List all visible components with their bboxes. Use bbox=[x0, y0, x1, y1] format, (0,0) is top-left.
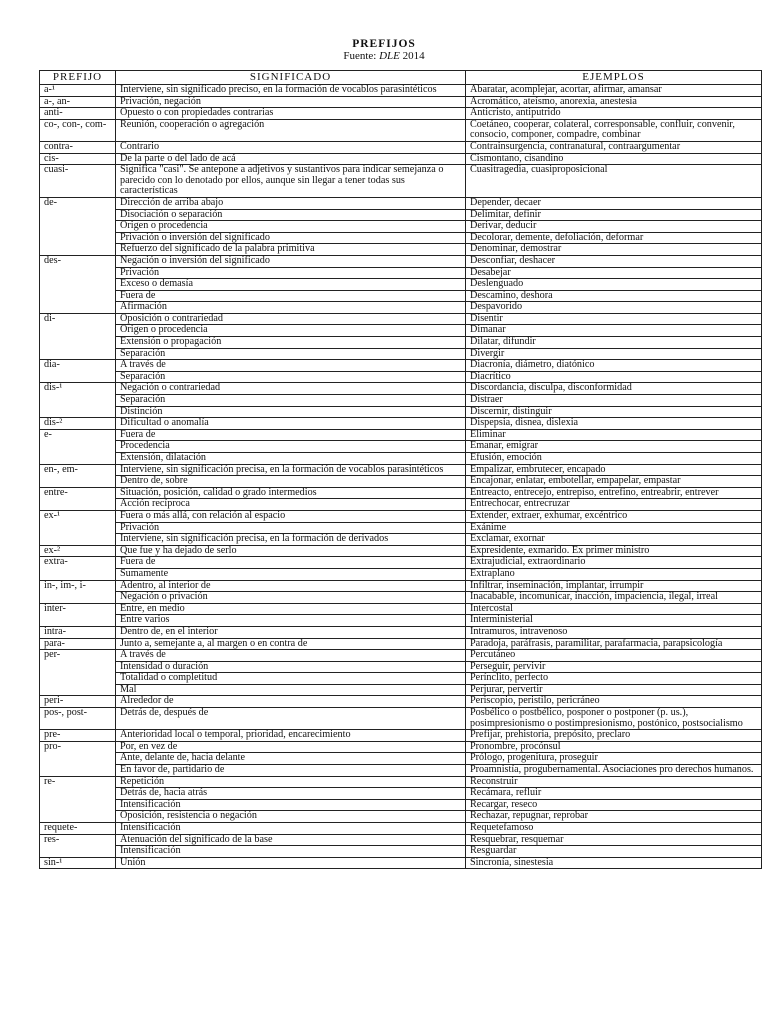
meaning-cell: Privación, negación bbox=[116, 96, 466, 108]
prefix-cell: inter- bbox=[40, 603, 116, 626]
examples-cell: Entrechocar, entrecruzar bbox=[466, 499, 762, 511]
examples-cell: Contrainsurgencia, contranatural, contraargumentar bbox=[466, 141, 762, 153]
table-row bbox=[40, 753, 762, 765]
meaning-cell: Anterioridad local o temporal, prioridad, encarecimiento bbox=[116, 730, 466, 742]
meaning-cell: Refuerzo del significado de la palabra primitiva bbox=[116, 244, 466, 256]
meaning-cell: Negación o privación bbox=[116, 592, 466, 604]
table-row bbox=[40, 557, 762, 569]
prefix-cell: entre- bbox=[40, 487, 116, 510]
table-row bbox=[40, 96, 762, 108]
prefix-cell: pos-, post- bbox=[40, 708, 116, 730]
meaning-cell: Ante, delante de, hacia delante bbox=[116, 753, 466, 765]
examples-cell: Intramuros, intravenoso bbox=[466, 626, 762, 638]
meaning-cell: Dificultad o anomalía bbox=[116, 418, 466, 430]
meaning-cell: Reunión, cooperación o agregación bbox=[116, 119, 466, 141]
prefix-cell: a-, an- bbox=[40, 96, 116, 108]
prefix-cell: ex-¹ bbox=[40, 510, 116, 545]
column-header-examples: EJEMPLOS bbox=[466, 71, 762, 85]
examples-cell: Entreacto, entrecejo, entrepiso, entrefino, entreabrir, entrever bbox=[466, 487, 762, 499]
prefix-cell: sin-¹ bbox=[40, 857, 116, 869]
prefix-cell: pro- bbox=[40, 741, 116, 776]
examples-cell: Exánime bbox=[466, 522, 762, 534]
prefix-cell: ex-² bbox=[40, 545, 116, 557]
examples-cell: Reconstruir bbox=[466, 776, 762, 788]
prefix-cell: requete- bbox=[40, 823, 116, 835]
examples-cell: Proamnistía, progubernamental. Asociaciones pro derechos humanos. bbox=[466, 765, 762, 777]
table-row bbox=[40, 371, 762, 383]
examples-cell: Encajonar, enlatar, embotellar, empapelar, empastar bbox=[466, 476, 762, 488]
examples-cell: Extraplano bbox=[466, 568, 762, 580]
prefix-cell: res- bbox=[40, 834, 116, 857]
examples-cell: Inacabable, incomunicar, inacción, impaciencia, ilegal, irreal bbox=[466, 592, 762, 604]
meaning-cell: Disociación o separación bbox=[116, 209, 466, 221]
table-row bbox=[40, 522, 762, 534]
prefixes-table bbox=[39, 70, 762, 869]
meaning-cell: Unión bbox=[116, 857, 466, 869]
prefix-cell: en-, em- bbox=[40, 464, 116, 487]
meaning-cell: Oposición, resistencia o negación bbox=[116, 811, 466, 823]
examples-cell: Cuasitragedia, cuasiproposicional bbox=[466, 165, 762, 198]
examples-cell: Cismontano, cisandino bbox=[466, 153, 762, 165]
column-header-prefix: PREFIJO bbox=[40, 71, 116, 85]
meaning-cell: Repetición bbox=[116, 776, 466, 788]
examples-cell: Prólogo, progenitura, proseguir bbox=[466, 753, 762, 765]
prefix-cell: para- bbox=[40, 638, 116, 650]
document-header bbox=[0, 38, 768, 62]
source-label: Fuente: bbox=[343, 50, 377, 62]
prefix-cell: anti- bbox=[40, 108, 116, 120]
prefix-cell: per- bbox=[40, 650, 116, 696]
prefix-cell: intra- bbox=[40, 626, 116, 638]
meaning-cell: Fuera o más allá, con relación al espacio bbox=[116, 510, 466, 522]
table-row bbox=[40, 696, 762, 708]
table-row bbox=[40, 153, 762, 165]
meaning-cell: Origen o procedencia bbox=[116, 325, 466, 337]
prefix-cell: cis- bbox=[40, 153, 116, 165]
examples-cell: Percutáneo bbox=[466, 650, 762, 662]
meaning-cell: Negación o contrariedad bbox=[116, 383, 466, 395]
table-row bbox=[40, 661, 762, 673]
table-row bbox=[40, 545, 762, 557]
table-row bbox=[40, 429, 762, 441]
prefix-cell: in-, im-, i- bbox=[40, 580, 116, 603]
table-row bbox=[40, 476, 762, 488]
examples-cell: Efusión, emoción bbox=[466, 453, 762, 465]
table-row bbox=[40, 638, 762, 650]
prefix-cell: e- bbox=[40, 429, 116, 464]
table-row bbox=[40, 232, 762, 244]
meaning-cell: Origen o procedencia bbox=[116, 221, 466, 233]
examples-cell: Rechazar, repugnar, reprobar bbox=[466, 811, 762, 823]
meaning-cell: Privación bbox=[116, 267, 466, 279]
table-row bbox=[40, 730, 762, 742]
table-row bbox=[40, 85, 762, 97]
meaning-cell: Adentro, al interior de bbox=[116, 580, 466, 592]
meaning-cell: Mal bbox=[116, 684, 466, 696]
meaning-cell: Intensificación bbox=[116, 799, 466, 811]
examples-cell: Recámara, refluir bbox=[466, 788, 762, 800]
examples-cell: Prefijar, prehistoria, prepósito, preclaro bbox=[466, 730, 762, 742]
prefix-cell: dis-² bbox=[40, 418, 116, 430]
prefix-cell: pre- bbox=[40, 730, 116, 742]
meaning-cell: Extensión o propagación bbox=[116, 337, 466, 349]
meaning-cell: Que fue y ha dejado de serlo bbox=[116, 545, 466, 557]
table-row bbox=[40, 197, 762, 209]
meaning-cell: Atenuación del significado de la base bbox=[116, 834, 466, 846]
prefix-cell: extra- bbox=[40, 557, 116, 580]
prefix-cell: co-, con-, com- bbox=[40, 119, 116, 141]
examples-cell: Periscopio, peristilo, pericráneo bbox=[466, 696, 762, 708]
examples-cell: Resquebrar, resquemar bbox=[466, 834, 762, 846]
meaning-cell: Fuera de bbox=[116, 429, 466, 441]
table-row bbox=[40, 857, 762, 869]
table-row bbox=[40, 119, 762, 141]
examples-cell: Denominar, demostrar bbox=[466, 244, 762, 256]
table-row bbox=[40, 290, 762, 302]
examples-cell: Pronombre, procónsul bbox=[466, 741, 762, 753]
prefix-cell: re- bbox=[40, 776, 116, 822]
examples-cell: Expresidente, exmarido. Ex primer ministro bbox=[466, 545, 762, 557]
table-row bbox=[40, 592, 762, 604]
table-row bbox=[40, 741, 762, 753]
examples-cell: Acromático, ateísmo, anorexia, anestesia bbox=[466, 96, 762, 108]
examples-cell: Dispepsia, disnea, dislexia bbox=[466, 418, 762, 430]
table-row bbox=[40, 325, 762, 337]
meaning-cell: Fuera de bbox=[116, 557, 466, 569]
examples-cell: Deslenguado bbox=[466, 279, 762, 291]
examples-cell: Emanar, emigrar bbox=[466, 441, 762, 453]
examples-cell: Discernir, distinguir bbox=[466, 406, 762, 418]
meaning-cell: Sumamente bbox=[116, 568, 466, 580]
table-row bbox=[40, 823, 762, 835]
meaning-cell: Interviene, sin significación precisa, en la formación de derivados bbox=[116, 534, 466, 546]
examples-cell: Desconfiar, deshacer bbox=[466, 255, 762, 267]
examples-cell: Extender, extraer, exhumar, excéntrico bbox=[466, 510, 762, 522]
table-row bbox=[40, 302, 762, 314]
meaning-cell: Acción recíproca bbox=[116, 499, 466, 511]
meaning-cell: Dentro de, en el interior bbox=[116, 626, 466, 638]
prefix-cell: di- bbox=[40, 313, 116, 359]
source-line bbox=[0, 50, 768, 62]
meaning-cell: Intensificación bbox=[116, 823, 466, 835]
meaning-cell: En favor de, partidario de bbox=[116, 765, 466, 777]
meaning-cell: Significa "casi". Se antepone a adjetivos y sustantivos para indicar semejanza o parecido con lo denotado por ellos, aunque sin llegar a tener todas sus características bbox=[116, 165, 466, 198]
meaning-cell: Oposición o contrariedad bbox=[116, 313, 466, 325]
examples-cell: Derivar, deducir bbox=[466, 221, 762, 233]
examples-cell: Extrajudicial, extraordinario bbox=[466, 557, 762, 569]
table-row bbox=[40, 108, 762, 120]
examples-cell: Perseguir, pervivir bbox=[466, 661, 762, 673]
table-row bbox=[40, 534, 762, 546]
meaning-cell: Negación o inversión del significado bbox=[116, 255, 466, 267]
prefix-cell: des- bbox=[40, 255, 116, 313]
examples-cell: Paradoja, paráfrasis, paramilitar, parafarmacia, parapsicología bbox=[466, 638, 762, 650]
table-row bbox=[40, 360, 762, 372]
meaning-cell: Separación bbox=[116, 348, 466, 360]
meaning-cell: Afirmación bbox=[116, 302, 466, 314]
examples-cell: Despavorido bbox=[466, 302, 762, 314]
examples-cell: Perjurar, pervertir bbox=[466, 684, 762, 696]
meaning-cell: Procedencia bbox=[116, 441, 466, 453]
examples-cell: Depender, decaer bbox=[466, 197, 762, 209]
table-row bbox=[40, 499, 762, 511]
examples-cell: Infiltrar, inseminación, implantar, irrumpir bbox=[466, 580, 762, 592]
table-row bbox=[40, 383, 762, 395]
examples-cell: Interministerial bbox=[466, 615, 762, 627]
table-row bbox=[40, 487, 762, 499]
meaning-cell: Dirección de arriba abajo bbox=[116, 197, 466, 209]
meaning-cell: A través de bbox=[116, 360, 466, 372]
table-row bbox=[40, 708, 762, 730]
examples-cell: Decolorar, demente, defoliación, deformar bbox=[466, 232, 762, 244]
examples-cell: Diacronía, diámetro, diatónico bbox=[466, 360, 762, 372]
table-row bbox=[40, 650, 762, 662]
prefix-cell: de- bbox=[40, 197, 116, 255]
meaning-cell: Intensificación bbox=[116, 846, 466, 858]
examples-cell: Coetáneo, cooperar, colateral, corresponsable, confluir, convenir, consocio, componer, compadre, combinar bbox=[466, 119, 762, 141]
document-title: PREFIJOS bbox=[352, 38, 416, 50]
prefix-cell: peri- bbox=[40, 696, 116, 708]
prefix-cell: contra- bbox=[40, 141, 116, 153]
meaning-cell: Entre, en medio bbox=[116, 603, 466, 615]
meaning-cell: Extensión, dilatación bbox=[116, 453, 466, 465]
meaning-cell: Detrás de, hacia atrás bbox=[116, 788, 466, 800]
table-row bbox=[40, 788, 762, 800]
examples-cell: Sincronía, sinestesia bbox=[466, 857, 762, 869]
table-row bbox=[40, 510, 762, 522]
table-body bbox=[40, 85, 762, 869]
meaning-cell: Interviene, sin significado preciso, en la formación de vocablos parasintéticos bbox=[116, 85, 466, 97]
meaning-cell: Privación bbox=[116, 522, 466, 534]
examples-cell: Discordancia, disculpa, disconformidad bbox=[466, 383, 762, 395]
examples-cell: Eliminar bbox=[466, 429, 762, 441]
examples-cell: Empalizar, embrutecer, encapado bbox=[466, 464, 762, 476]
prefix-cell: cuasi- bbox=[40, 165, 116, 198]
meaning-cell: Distinción bbox=[116, 406, 466, 418]
table-row bbox=[40, 337, 762, 349]
meaning-cell: Separación bbox=[116, 371, 466, 383]
meaning-cell: Separación bbox=[116, 395, 466, 407]
examples-cell: Posbélico o postbélico, posponer o postponer (p. us.), posimpresionismo o postimpresionismo, postónico, postsocialismo bbox=[466, 708, 762, 730]
table-row bbox=[40, 313, 762, 325]
table-header-row bbox=[40, 71, 762, 85]
prefix-cell: a-¹ bbox=[40, 85, 116, 97]
examples-cell: Resguardar bbox=[466, 846, 762, 858]
examples-cell: Distraer bbox=[466, 395, 762, 407]
table-row bbox=[40, 626, 762, 638]
table-row bbox=[40, 348, 762, 360]
meaning-cell: Entre varios bbox=[116, 615, 466, 627]
table-row bbox=[40, 279, 762, 291]
table-row bbox=[40, 684, 762, 696]
table-row bbox=[40, 615, 762, 627]
examples-cell: Descamino, deshora bbox=[466, 290, 762, 302]
examples-cell: Requetefamoso bbox=[466, 823, 762, 835]
examples-cell: Perínclito, perfecto bbox=[466, 673, 762, 685]
table-row bbox=[40, 209, 762, 221]
table-row bbox=[40, 244, 762, 256]
table-row bbox=[40, 846, 762, 858]
table-row bbox=[40, 441, 762, 453]
meaning-cell: Totalidad o completitud bbox=[116, 673, 466, 685]
meaning-cell: Contrario bbox=[116, 141, 466, 153]
meaning-cell: Detrás de, después de bbox=[116, 708, 466, 730]
meaning-cell: Intensidad o duración bbox=[116, 661, 466, 673]
table-row bbox=[40, 799, 762, 811]
table-row bbox=[40, 464, 762, 476]
table-row bbox=[40, 418, 762, 430]
examples-cell: Recargar, reseco bbox=[466, 799, 762, 811]
meaning-cell: Opuesto o con propiedades contrarias bbox=[116, 108, 466, 120]
table-row bbox=[40, 453, 762, 465]
table-row bbox=[40, 776, 762, 788]
table-row bbox=[40, 267, 762, 279]
examples-cell: Divergir bbox=[466, 348, 762, 360]
table-row bbox=[40, 834, 762, 846]
examples-cell: Diacrítico bbox=[466, 371, 762, 383]
table-row bbox=[40, 811, 762, 823]
meaning-cell: Junto a, semejante a, al margen o en contra de bbox=[116, 638, 466, 650]
meaning-cell: Por, en vez de bbox=[116, 741, 466, 753]
examples-cell: Disentir bbox=[466, 313, 762, 325]
prefix-cell: dis-¹ bbox=[40, 383, 116, 418]
meaning-cell: Situación, posición, calidad o grado intermedios bbox=[116, 487, 466, 499]
meaning-cell: A través de bbox=[116, 650, 466, 662]
examples-cell: Delimitar, definir bbox=[466, 209, 762, 221]
column-header-meaning: SIGNIFICADO bbox=[116, 71, 466, 85]
table-row bbox=[40, 673, 762, 685]
examples-cell: Exclamar, exornar bbox=[466, 534, 762, 546]
examples-cell: Dimanar bbox=[466, 325, 762, 337]
examples-cell: Desabejar bbox=[466, 267, 762, 279]
source-year: 2014 bbox=[402, 50, 425, 62]
examples-cell: Anticristo, antiputrido bbox=[466, 108, 762, 120]
table-row bbox=[40, 765, 762, 777]
meaning-cell: Exceso o demasía bbox=[116, 279, 466, 291]
source-name: DLE bbox=[379, 50, 400, 62]
meaning-cell: Alrededor de bbox=[116, 696, 466, 708]
meaning-cell: Interviene, sin significación precisa, en la formación de vocablos parasintéticos bbox=[116, 464, 466, 476]
table-row bbox=[40, 406, 762, 418]
table-row bbox=[40, 603, 762, 615]
table-row bbox=[40, 395, 762, 407]
examples-cell: Dilatar, difundir bbox=[466, 337, 762, 349]
prefix-cell: dia- bbox=[40, 360, 116, 383]
examples-cell: Intercostal bbox=[466, 603, 762, 615]
meaning-cell: De la parte o del lado de acá bbox=[116, 153, 466, 165]
table-row bbox=[40, 580, 762, 592]
table-row bbox=[40, 141, 762, 153]
meaning-cell: Dentro de, sobre bbox=[116, 476, 466, 488]
table-row bbox=[40, 165, 762, 198]
table-row bbox=[40, 255, 762, 267]
table-row bbox=[40, 568, 762, 580]
meaning-cell: Privación o inversión del significado bbox=[116, 232, 466, 244]
examples-cell: Abaratar, acomplejar, acortar, afirmar, amansar bbox=[466, 85, 762, 97]
meaning-cell: Fuera de bbox=[116, 290, 466, 302]
table-row bbox=[40, 221, 762, 233]
